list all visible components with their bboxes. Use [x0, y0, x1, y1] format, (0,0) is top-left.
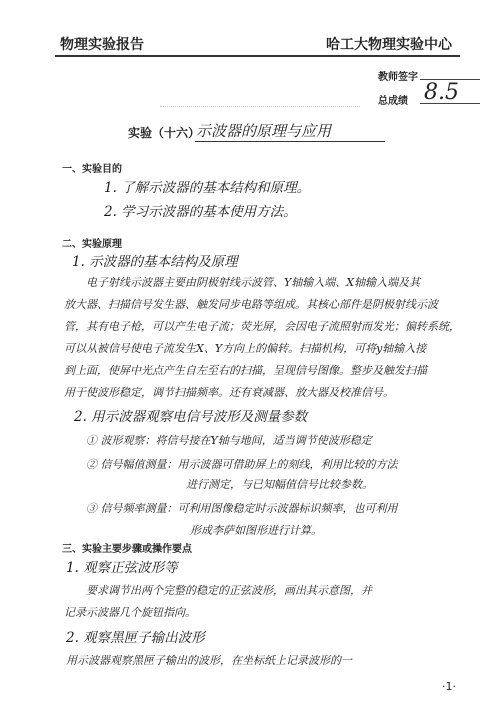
- principle-line: 电子射线示波器主要由阴极射线示波管、Y轴输入端、X轴输入端及其: [86, 276, 421, 289]
- principle-2-title: 2. 用示波器观察电信号波形及测量参数: [74, 409, 308, 425]
- item-frequency-measurement-cont: 形成李萨如图形进行计算。: [190, 524, 322, 537]
- step-1-line: 要求调节出两个完整的稳定的正弦波形，画出其示意图，并: [86, 584, 372, 597]
- header-right: 哈工大物理实验中心: [326, 37, 452, 53]
- score-line: [420, 103, 480, 104]
- item-frequency-measurement: ③ 信号频率测量：可利用图像稳定时示波器标识频率，也可利用: [86, 502, 398, 515]
- principle-line: 放大器、扫描信号发生器、触发同步电路等组成。其核心部件是阴极射线示波: [64, 298, 438, 311]
- step-2-title: 2. 观察黑匣子输出波形: [66, 630, 205, 646]
- purpose-item-1: 1. 了解示波器的基本结构和原理。: [104, 180, 311, 196]
- experiment-number: 实验（十六）: [128, 126, 201, 140]
- purpose-item-2: 2. 学习示波器的基本使用方法。: [104, 204, 297, 220]
- purpose-heading: 一、实验目的: [62, 164, 122, 175]
- principle-line: 可以从被信号使电子流发生X、Y方向上的偏转。扫描机构，可将y轴输入接: [64, 342, 427, 355]
- principle-1-title: 1. 示波器的基本结构及原理: [72, 254, 238, 270]
- principle-line: 用于使波形稳定，调节扫描频率。还有衰减器、放大器及校准信号。: [64, 386, 394, 399]
- header-left: 物理实验报告: [60, 37, 144, 53]
- step-1-line: 记录示波器几个旋钮指向。: [64, 606, 196, 619]
- experiment-title: 示波器的原理与应用: [196, 122, 332, 140]
- principle-heading: 二、实验原理: [62, 239, 122, 250]
- steps-heading: 三、实验主要步骤或操作要点: [62, 544, 192, 555]
- total-score-label: 总成绩: [378, 96, 408, 107]
- header-rule: [55, 55, 460, 57]
- faint-bleed-through: [160, 106, 360, 115]
- item-amplitude-measurement: ② 信号幅值测量：用示波器可借助屏上的刻线，利用比较的方法: [86, 458, 398, 471]
- principle-line: 管，其有电子枪，可以产生电子流；荧光屏，会因电子流照射而发光；偏转系统，: [64, 320, 460, 333]
- item-waveform-observation: ① 波形观察：将信号接在Y轴与地间，适当调节使波形稳定: [86, 434, 372, 447]
- step-2-line: 用示波器观察黑匣子输出的波形，在坐标纸上记录波形的一: [66, 654, 352, 667]
- total-score-value: 8.5: [424, 80, 459, 105]
- principle-line: 到上面，使屏中光点产生自左至右的扫描，呈现信号图像。整步及触发扫描: [64, 364, 427, 377]
- page-number: ·1·: [442, 680, 456, 693]
- item-amplitude-measurement-cont: 进行测定，与已知幅值信号比较参数。: [186, 478, 373, 491]
- teacher-signature-label: 教师签字: [378, 72, 418, 83]
- title-underline: [195, 141, 385, 142]
- step-1-title: 1. 观察正弦波形等: [66, 560, 178, 576]
